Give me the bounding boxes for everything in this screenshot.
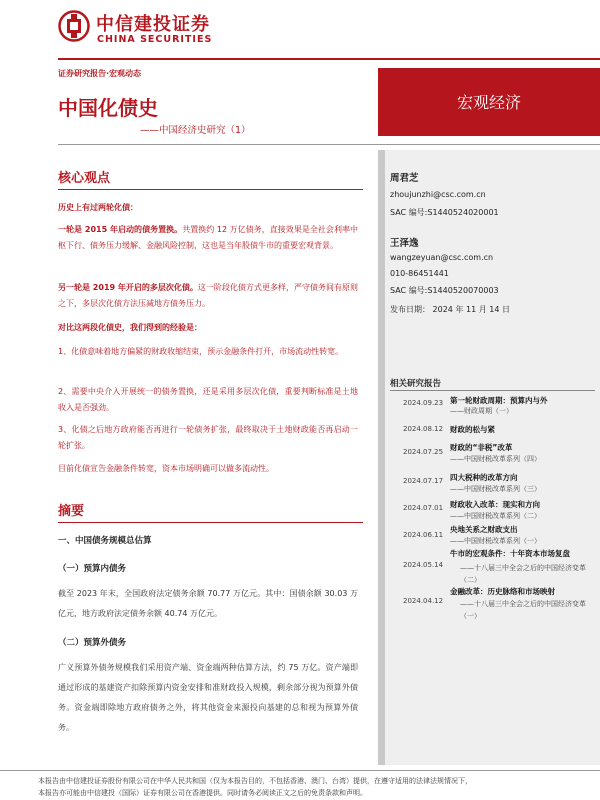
related-report-date: 2024.07.17	[403, 477, 444, 485]
section-heading: 一、中国债务规模总估算	[58, 536, 152, 546]
related-report-date: 2024.07.01	[403, 504, 444, 512]
publish-date: 发布日期： 2024 年 11 月 14 日	[390, 305, 510, 314]
related-report-title[interactable]: 金融改革：历史脉络和市场映射	[450, 587, 555, 596]
related-report-title[interactable]: 牛市的宏观条件：十年资本市场复盘	[450, 549, 570, 558]
analyst-sac: SAC 编号:S1440524020001	[390, 208, 499, 217]
category-banner	[378, 68, 600, 136]
related-report-series	[460, 562, 595, 586]
related-report-title[interactable]: 第一轮财政周期：预算内与外	[450, 396, 548, 405]
related-report-title[interactable]: 四大税种的改革方向	[450, 473, 518, 482]
company-logo	[58, 10, 90, 42]
related-report-date: 2024.04.12	[403, 597, 444, 605]
related-report-series: ——财政周期（一）	[450, 407, 513, 415]
company-name-cn: 中信建投证券	[96, 14, 210, 35]
disclaimer-line: 本报告亦可能由中信建投（国际）证券有限公司在香港提供。同时请务必阅读正文之后的免责条款和声明。	[38, 789, 367, 797]
related-report-title[interactable]: 财政收入改革：现实和方向	[450, 500, 540, 509]
subsection-heading: （二）预算外债务	[58, 638, 127, 648]
related-report-title[interactable]: 财政的松与紧	[450, 425, 495, 434]
related-report-title[interactable]: 财政的“非税”改革	[450, 443, 513, 452]
core-lesson-3: 3、化债之后地方政府能否再进行一轮债务扩张，最终取决于土地财政能否再启动一轮扩张。	[58, 425, 358, 450]
core-intro: 历史上有过两轮化债：	[58, 203, 138, 212]
company-name-en: CHINA SECURITIES	[97, 34, 213, 45]
related-report-series-text: ——十八届三中全会之后的中国经济变革（一）	[460, 600, 586, 620]
abstract-heading: 摘要	[58, 504, 85, 519]
related-report-date: 2024.09.23	[403, 399, 444, 407]
core-point-1	[58, 222, 358, 254]
core-point-1-lead: 一轮是 2015 年启动的债务置换。	[58, 225, 183, 234]
subsection-body: 截至 2023 年末，全国政府法定债务余额 70.77 万亿元。其中：国债余额 30.03 万亿元，地方政府法定债务余额 40.74 万亿元。	[58, 589, 358, 618]
core-point-2-text: 这一阶段化债方式更多样，严守债务间有原则之下，多层次化债方法压减地方债务压力。	[58, 283, 358, 308]
core-divider	[58, 189, 363, 190]
page-title: 中国化债史	[58, 96, 158, 120]
related-reports-heading: 相关研究报告	[390, 379, 442, 389]
sidebar-strip	[378, 150, 385, 765]
title-divider	[58, 144, 600, 145]
breadcrumb: 证券研究报告·宏观动态	[58, 69, 142, 78]
analyst-email[interactable]: wangzeyuan@csc.com.cn	[390, 253, 494, 262]
core-point-2-lead: 另一轮是 2019 年开启的多层次化债。	[58, 283, 198, 292]
related-report-date: 2024.05.14	[403, 561, 444, 569]
page-subtitle: ——中国经济史研究（1）	[140, 125, 251, 136]
disclaimer	[38, 775, 600, 799]
footer-divider	[0, 770, 600, 771]
related-report-date: 2024.06.11	[403, 531, 444, 539]
core-point-2	[58, 280, 358, 312]
related-reports-divider	[390, 390, 595, 391]
analyst-name: 周君芝	[390, 173, 419, 184]
core-point-1-text: 共置换约 12 万亿债务，直接效果是全社会利率中枢下行、债务压力缓解、金融风险控制，这也是当年股债牛市的重要宏观背景。	[58, 225, 359, 250]
subsection-body: 广义预算外债务规模我们采用资产端、资金端两种估算方法，约 75 万亿。资产端即通过形成的基建资产扣除预算内资金安排和准财政投入规模，剩余部分视为预算外债务。资金端即除地方政府债务之外，将其他资金来源投向基建的总和视为预算外债务。	[58, 663, 358, 732]
related-report-series: ——中国财税改革系列（二）	[450, 512, 541, 520]
related-report-series: ——中国财税改革系列（三）	[450, 485, 541, 493]
analyst-name: 王泽逸	[390, 238, 419, 249]
analyst-email[interactable]: zhoujunzhi@csc.com.cn	[390, 190, 486, 199]
abstract-divider	[58, 522, 363, 523]
related-report-series: ——中国财税改革系列（四）	[450, 455, 541, 463]
related-report-series-text: ——十八届三中全会之后的中国经济变革（二）	[460, 564, 586, 584]
subsection-heading: （一）预算内债务	[58, 564, 127, 574]
analyst-phone: 010-86451441	[390, 269, 449, 278]
core-lessons-intro: 对比这两段化债史，我们得到的经验是：	[58, 323, 202, 332]
core-lesson-1: 1、化债意味着地方偏紧的财政收缩结束，预示金融条件打开，市场流动性转宽。	[58, 347, 344, 356]
related-report-date: 2024.07.25	[403, 448, 444, 456]
related-report-title[interactable]: 央地关系之财政支出	[450, 525, 518, 534]
related-report-date: 2024.08.12	[403, 425, 444, 433]
disclaimer-line: 本报告由中信建投证券股份有限公司在中华人民共和国（仅为本报告目的，不包括香港、澳门、台湾）提供，在遵守适用的法律法规情况下，	[38, 777, 472, 785]
core-heading: 核心观点	[58, 171, 111, 186]
related-report-series: ——中国财税改革系列（一）	[450, 537, 541, 545]
header-divider	[58, 58, 600, 60]
analyst-sac: SAC 编号:S1440520070003	[390, 286, 499, 295]
related-report-series	[460, 598, 595, 622]
core-lesson-2: 2、需要中央介入开展统一的债务置换，还是采用多层次化债，重要判断标准是土地收入是否强劲。	[58, 387, 358, 412]
category-label: 宏观经济	[456, 93, 521, 112]
core-conclusion: 目前化债宣告金融条件转宽，资本市场明确可以做多流动性。	[58, 464, 274, 473]
